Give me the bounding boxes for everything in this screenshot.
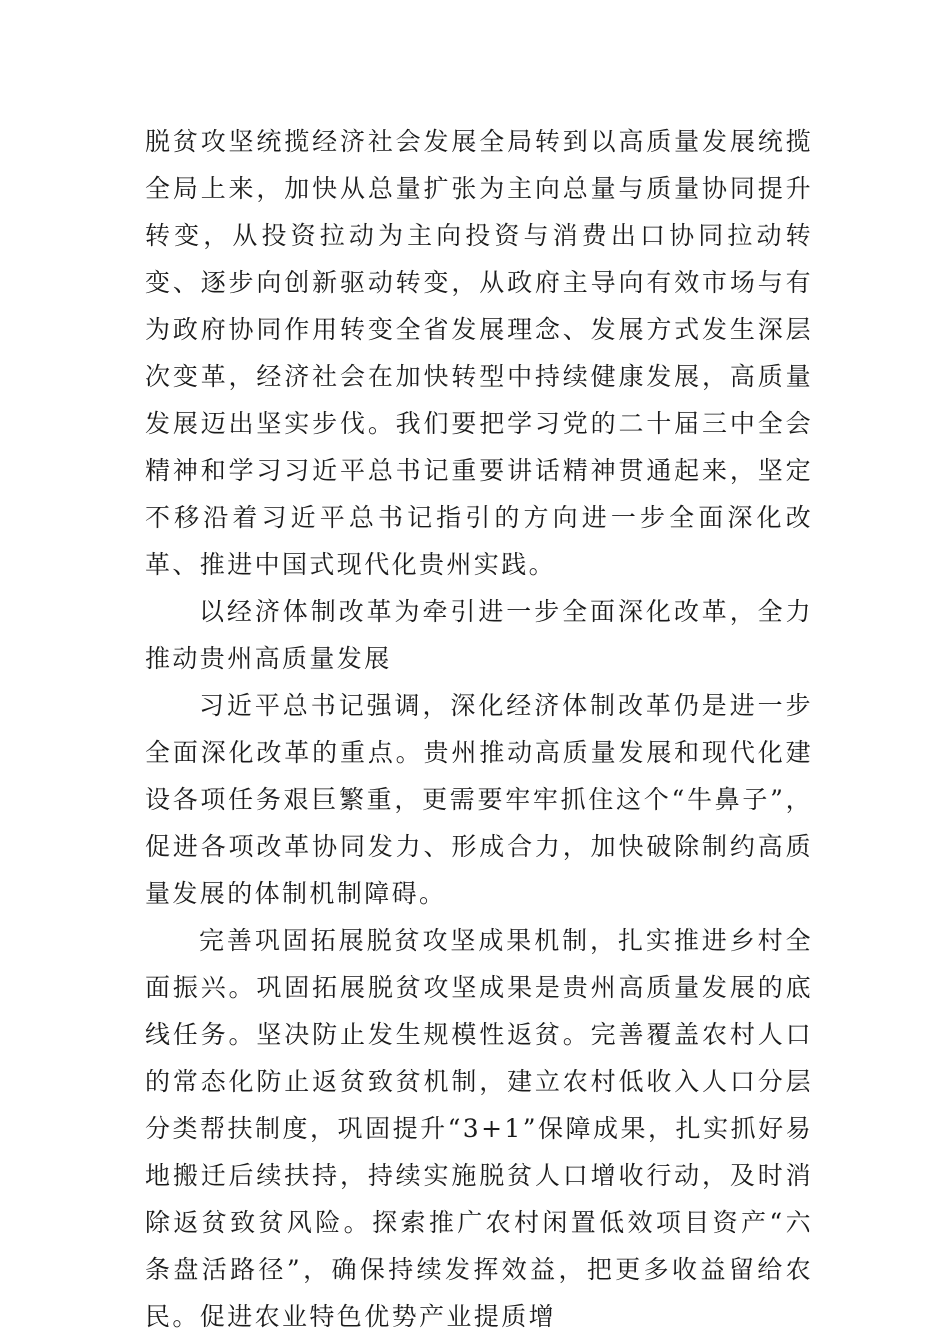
section-heading-paragraph: 以经济体制改革为牵引进一步全面深化改革，全力推动贵州高质量发展 — [145, 597, 813, 673]
body-paragraph-4: 完善巩固拓展脱贫攻坚成果机制，扎实推进乡村全面振兴。巩固拓展脱贫攻坚成果是贵州高质量发展的底线任务。坚决防止发生规模性返贫。完善覆盖农村人口的常态化防止返贫致贫机制，建立农村低收入人口分层分类帮扶制度，巩固提升“3+1”保障成果，扎实抓好易地搬迁后续扶持，持续实施脱贫人口增收行动，及时消除返贫致贫风险。探索推广农村闲置低效项目资产“六条盘活路径”，确保持续发挥效益，把更多收益留给农民。促进农业特色优势产业提质增 — [145, 926, 813, 1331]
body-paragraph-3: 习近平总书记强调，深化经济体制改革仍是进一步全面深化改革的重点。贵州推动高质量发展和现代化建设各项任务艰巨繁重，更需要牢牢抓住这个“牛鼻子”，促进各项改革协同发力、形成合力，加快破除制约高质量发展的体制机制障碍。 — [145, 691, 813, 908]
body-paragraph-1: 脱贫攻坚统揽经济社会发展全局转到以高质量发展统揽全局上来，加快从总量扩张为主向总量与质量协同提升转变，从投资拉动为主向投资与消费出口协同拉动转变、逐步向创新驱动转变，从政府主导向有效市场与有为政府协同作用转变全省发展理念、发展方式发生深层次变革，经济社会在加快转型中持续健康发展，高质量发展迈出坚实步伐。我们要把学习党的二十届三中全会精神和学习习近平总书记重要讲话精神贯通起来，坚定不移沿着习近平总书记指引的方向进一步全面深化改革、推进中国式现代化贵州实践。 — [145, 127, 813, 579]
document-body — [145, 118, 813, 1340]
